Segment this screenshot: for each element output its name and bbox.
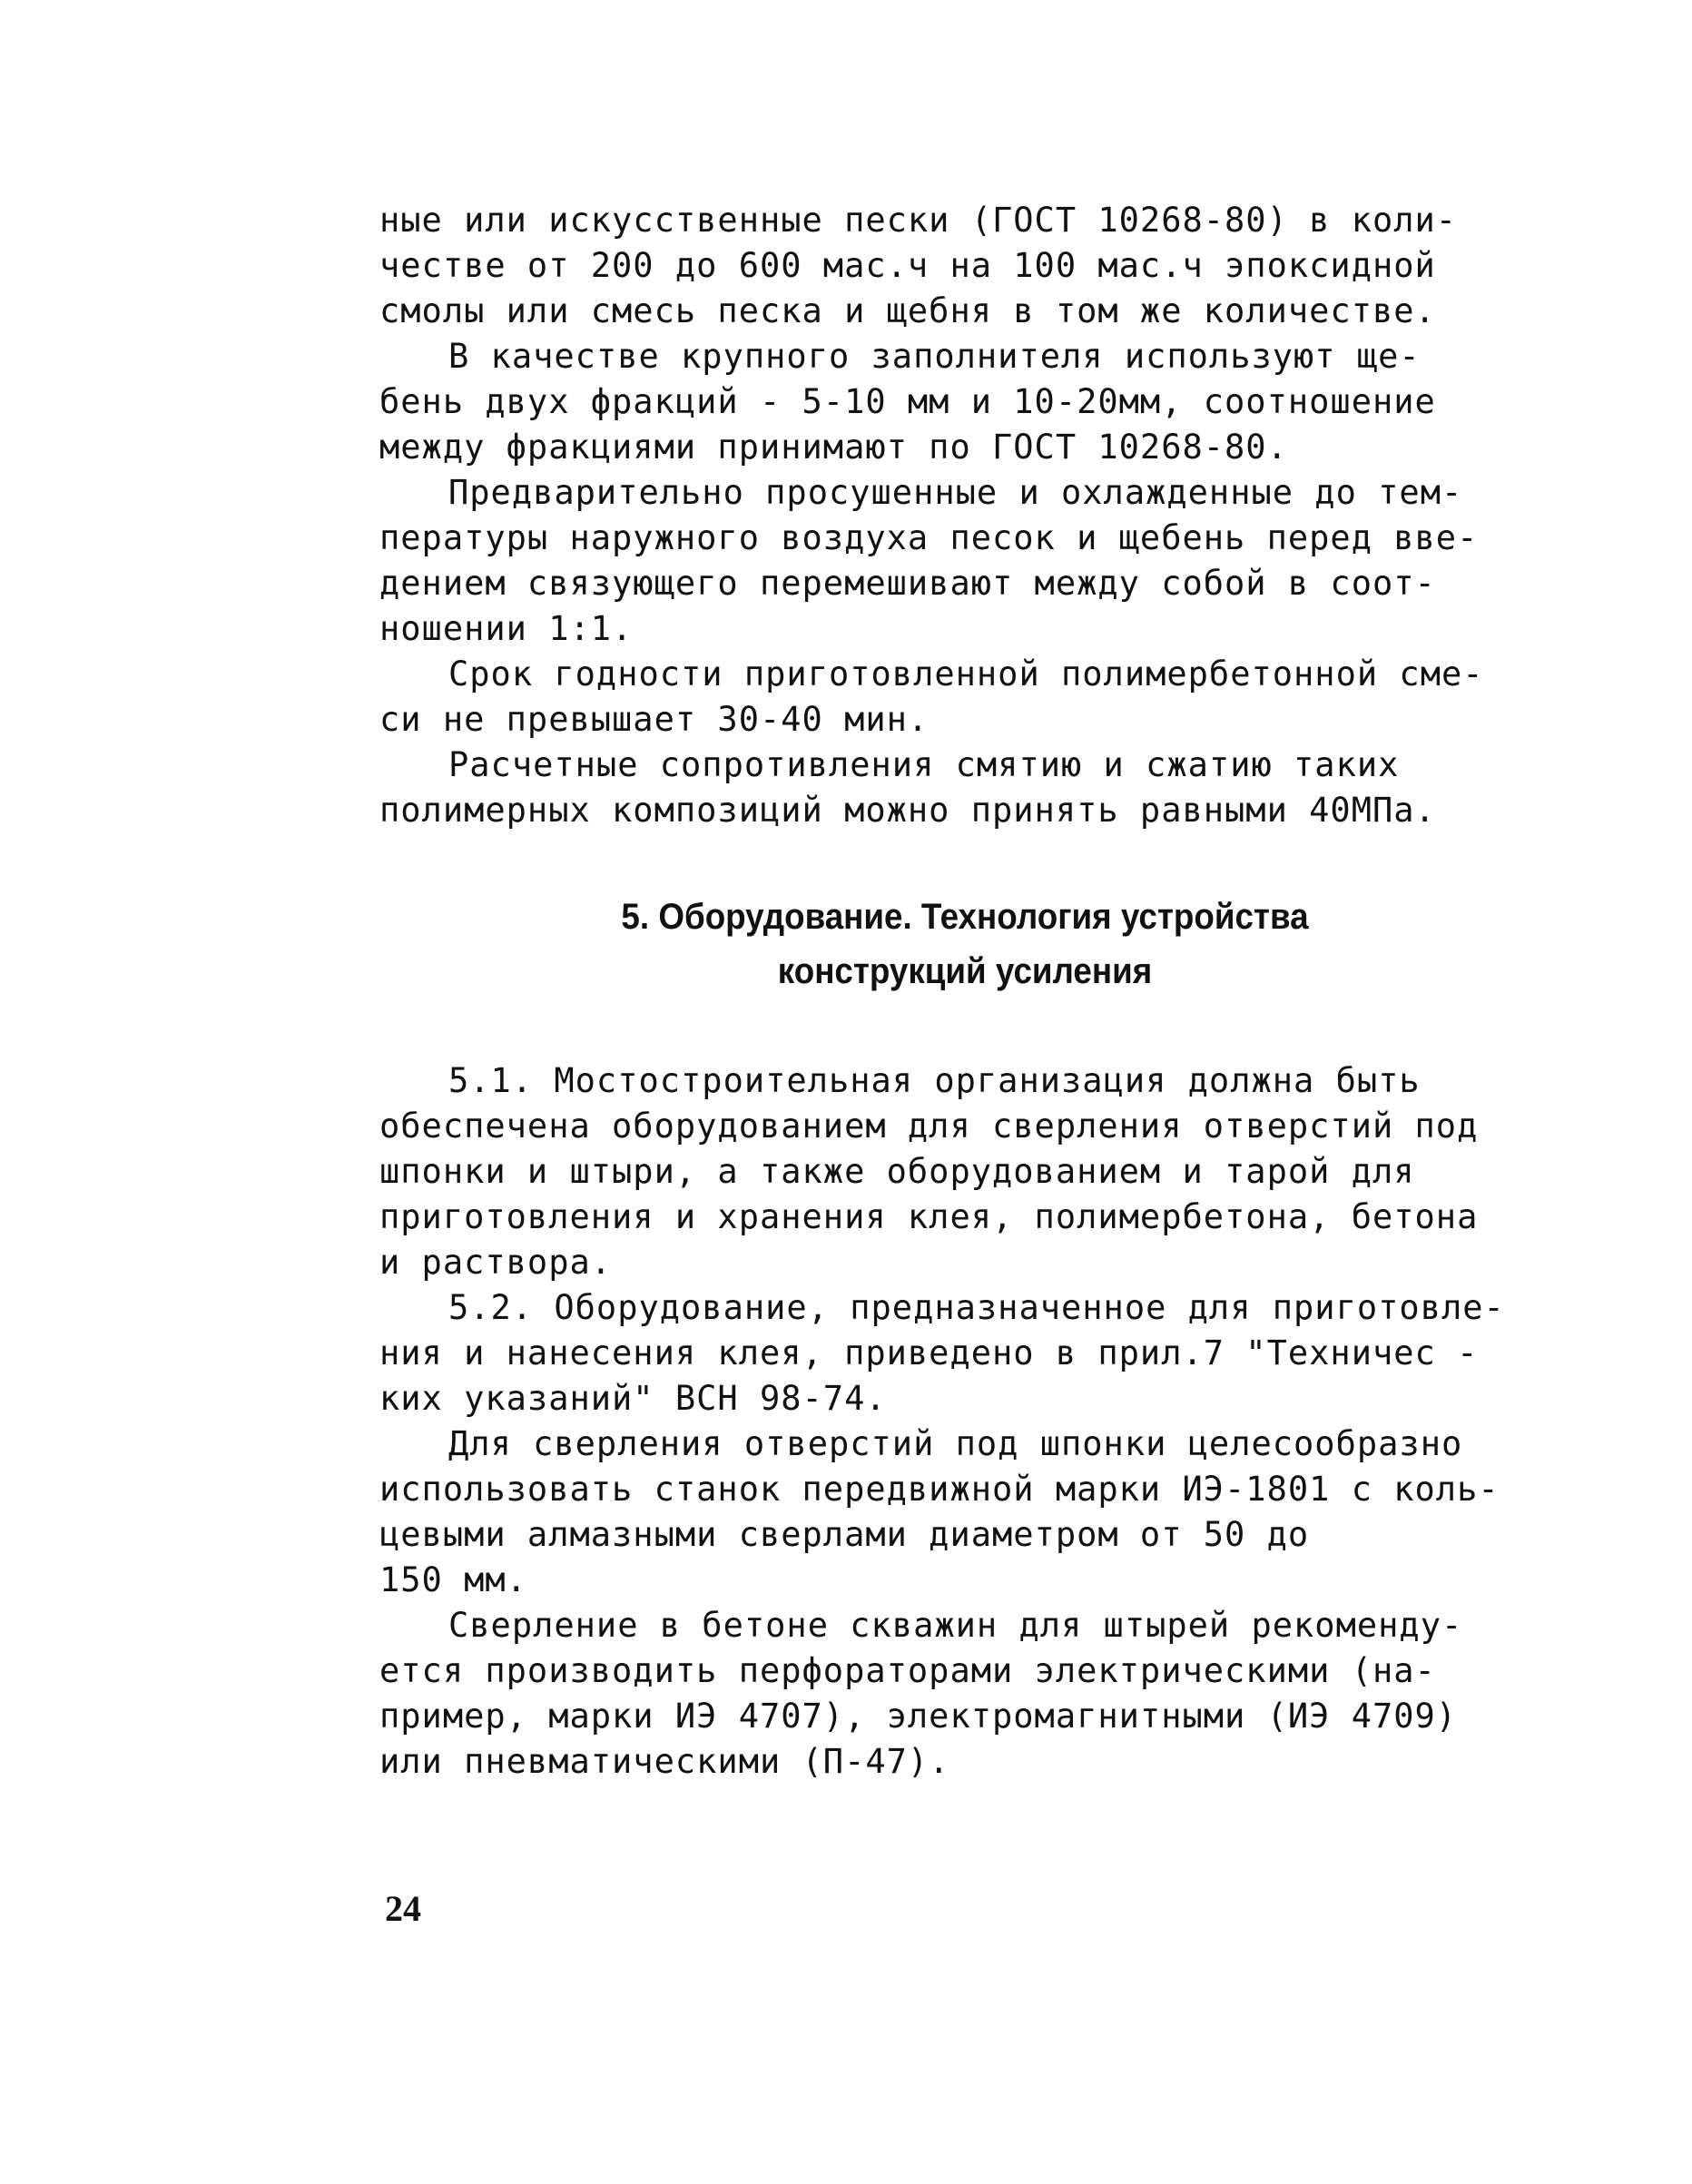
- text-block-top: [379, 198, 1550, 833]
- text-line: использовать станок передвижной марки ИЭ-1801 с коль-: [379, 1470, 1500, 1509]
- text-line: ношении 1:1.: [379, 609, 634, 648]
- text-line: честве от 200 до 600 мас.ч на 100 мас.ч эпоксидной: [379, 246, 1436, 285]
- text-line: 5.2. Оборудование, предназначенное для приготовле-: [448, 1288, 1505, 1327]
- text-line: пример, марки ИЭ 4707), электромагнитными (ИЭ 4709): [379, 1697, 1458, 1736]
- text-line: Предварительно просушенные и охлажденные до тем-: [448, 473, 1463, 512]
- text-line: смолы или смесь песка и щебня в том же количестве.: [379, 291, 1436, 330]
- text-line: В качестве крупного заполнителя используют ще-: [448, 337, 1421, 376]
- section-heading-line-1: 5. Оборудование. Технология устройства: [621, 897, 1309, 937]
- text-line: приготовления и хранения клея, полимербетона, бетона: [379, 1197, 1479, 1236]
- text-line: ется производить перфораторами электрическими (на-: [379, 1651, 1436, 1690]
- text-line: ких указаний" ВСН 98-74.: [379, 1379, 887, 1418]
- text-line: и раствора.: [379, 1243, 613, 1282]
- text-line: ные или искусственные пески (ГОСТ 10268-80) в коли-: [379, 201, 1458, 240]
- text-line: полимерных композиций можно принять равными 40МПа.: [379, 791, 1436, 830]
- text-line: обеспечена оборудованием для сверления отверстий под: [379, 1107, 1479, 1146]
- text-block-bottom: [379, 1058, 1550, 1785]
- section-heading: [427, 890, 1504, 999]
- text-line: пературы наружного воздуха песок и щебень перед вве-: [379, 518, 1479, 557]
- text-line: шпонки и штыри, а также оборудованием и тарой для: [379, 1152, 1415, 1191]
- text-line: 5.1. Мостостроительная организация должна быть: [448, 1061, 1421, 1100]
- text-line: ния и нанесения клея, приведено в прил.7 "Техничес -: [379, 1333, 1479, 1372]
- section-heading-line-2: конструкций усиления: [777, 951, 1153, 991]
- text-line: дением связующего перемешивают между собой в соот-: [379, 564, 1436, 603]
- text-line: Расчетные сопротивления смятию и сжатию таких: [448, 745, 1400, 784]
- text-line: или пневматическими (П-47).: [379, 1742, 950, 1781]
- text-line: Сверление в бетоне скважин для штырей рекоменду-: [448, 1606, 1463, 1645]
- text-line: Срок годности приготовленной полимербетонной сме-: [448, 654, 1484, 694]
- text-line: цевыми алмазными сверлами диаметром от 50 до: [379, 1515, 1310, 1554]
- text-line: Для сверления отверстий под шпонки целесообразно: [448, 1424, 1463, 1463]
- text-line: 150 мм.: [379, 1560, 527, 1599]
- text-line: си не превышает 30-40 мин.: [379, 700, 930, 739]
- text-line: бень двух фракций - 5-10 мм и 10-20мм, соотношение: [379, 382, 1436, 421]
- text-line: между фракциями принимают по ГОСТ 10268-80.: [379, 428, 1288, 467]
- page-number: 24: [385, 1888, 421, 1929]
